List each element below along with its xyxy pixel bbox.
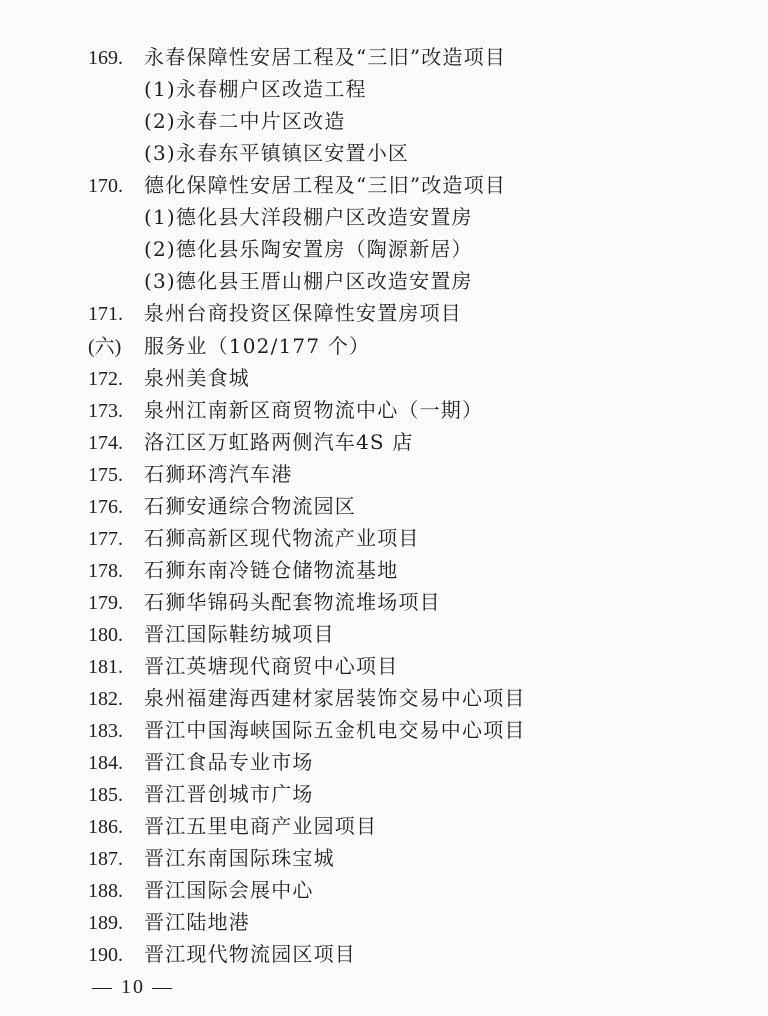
list-item [88, 682, 526, 714]
sub-item: (2)永春二中片区改造 [144, 109, 346, 133]
list-item [88, 842, 335, 874]
item-number: 182. [88, 688, 123, 710]
item-number: 169. [88, 47, 123, 69]
item-number: 173. [88, 400, 123, 422]
item-text: 晋江陆地港 [144, 910, 250, 934]
page-number: — 10 — [92, 976, 174, 998]
list-item [88, 394, 483, 426]
list-item [88, 874, 314, 906]
list-item [88, 458, 292, 490]
item-text: 晋江国际会展中心 [144, 878, 314, 902]
item-number: 180. [88, 624, 123, 646]
sub-item: (3)德化县王厝山棚户区改造安置房 [144, 269, 473, 293]
item-text: 泉州江南新区商贸物流中心（一期） [144, 398, 484, 422]
item-number: 190. [88, 944, 123, 966]
item-number: 185. [88, 784, 123, 806]
section-number: (六) [88, 336, 122, 358]
item-text: 永春保障性安居工程及“三旧”改造项目 [144, 45, 507, 69]
list-item [88, 297, 462, 329]
item-text: 洛江区万虹路两侧汽车4S 店 [144, 430, 414, 454]
list-item [88, 169, 506, 201]
list-item [88, 426, 414, 458]
item-text: 石狮东南冷链仓储物流基地 [144, 558, 399, 582]
list-item [88, 938, 356, 970]
item-number: 184. [88, 752, 123, 774]
item-number: 176. [88, 496, 123, 518]
list-item [88, 778, 314, 810]
item-text: 石狮华锦码头配套物流堆场项目 [144, 590, 441, 614]
item-number: 187. [88, 848, 123, 870]
item-text: 石狮高新区现代物流产业项目 [144, 526, 420, 550]
list-item [88, 41, 506, 73]
sub-item: (2)德化县乐陶安置房（陶源新居） [144, 237, 473, 261]
list-item [88, 586, 441, 618]
sub-item: (3)永春东平镇镇区安置小区 [144, 141, 410, 165]
list-item [88, 362, 250, 394]
list-item [88, 746, 314, 778]
item-text: 德化保障性安居工程及“三旧”改造项目 [144, 173, 507, 197]
item-number: 172. [88, 368, 123, 390]
list-item [88, 554, 398, 586]
item-number: 189. [88, 912, 123, 934]
list-item [88, 490, 356, 522]
item-text: 晋江晋创城市广场 [144, 782, 314, 806]
item-text: 泉州台商投资区保障性安置房项目 [144, 301, 462, 325]
item-text: 泉州美食城 [144, 366, 250, 390]
sub-item: (1)德化县大洋段棚户区改造安置房 [144, 205, 473, 229]
list-item [88, 618, 335, 650]
item-number: 178. [88, 560, 123, 582]
item-text: 晋江食品专业市场 [144, 750, 314, 774]
list-item [88, 522, 420, 554]
section-title: 服务业（102/177 个） [144, 334, 371, 358]
list-item [88, 906, 250, 938]
item-number: 174. [88, 432, 123, 454]
item-number: 188. [88, 880, 123, 902]
item-text: 晋江现代物流园区项目 [144, 942, 356, 966]
item-text: 泉州福建海西建材家居装饰交易中心项目 [144, 686, 526, 710]
item-number: 183. [88, 720, 123, 742]
item-text: 晋江五里电商产业园项目 [144, 814, 378, 838]
list-item [88, 650, 398, 682]
item-text: 晋江英塘现代商贸中心项目 [144, 654, 399, 678]
item-text: 石狮安通综合物流园区 [144, 494, 356, 518]
item-number: 177. [88, 528, 123, 550]
item-number: 170. [88, 175, 123, 197]
item-number: 181. [88, 656, 123, 678]
section-heading [88, 330, 370, 362]
list-item [88, 810, 377, 842]
item-number: 186. [88, 816, 123, 838]
item-number: 175. [88, 464, 123, 486]
item-number: 171. [88, 303, 123, 325]
sub-item: (1)永春棚户区改造工程 [144, 77, 367, 101]
item-text: 晋江国际鞋纺城项目 [144, 622, 335, 646]
item-number: 179. [88, 592, 123, 614]
item-text: 晋江东南国际珠宝城 [144, 846, 335, 870]
list-item [88, 714, 526, 746]
item-text: 石狮环湾汽车港 [144, 462, 293, 486]
item-text: 晋江中国海峡国际五金机电交易中心项目 [144, 718, 526, 742]
